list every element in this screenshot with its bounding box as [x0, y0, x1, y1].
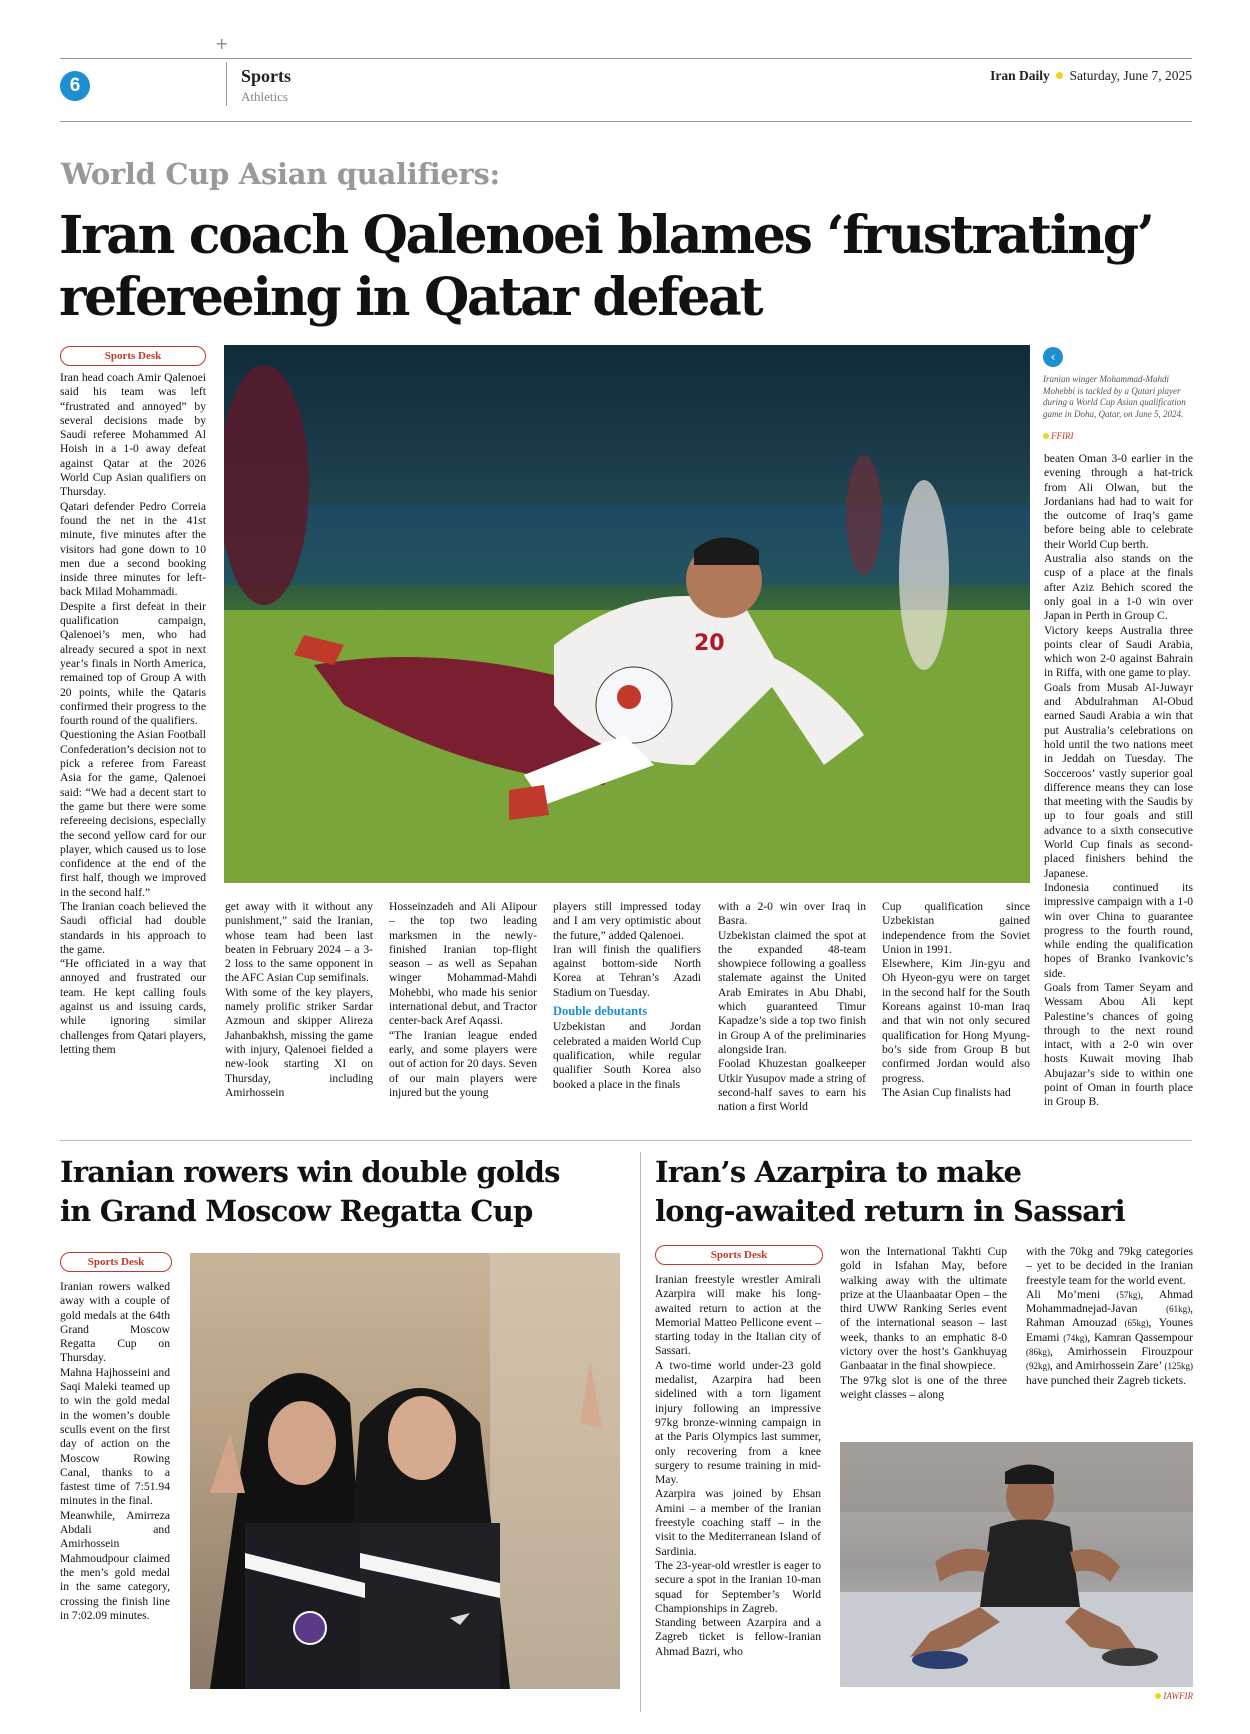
- roster-name: Younes Emami: [1026, 1316, 1193, 1344]
- paragraph: players still impressed today and I am very optimistic about the future,” added Qalenoei.: [553, 900, 701, 942]
- crop-mark: +: [215, 34, 229, 53]
- main-photo: [224, 345, 1030, 883]
- roster-weight: (65kg): [1124, 1318, 1149, 1329]
- byline-badge: Sports Desk: [655, 1245, 823, 1265]
- paragraph: won the International Takhti Cup gold in Isfahan May, before walking away with the ultimate prize at the Ulaanbaatar Open – the third UWW Ranking Series event of the international season – last week, thanks to an emphatic 8-0 victory over the host’s Gankhuyag Ganbaatar in the final showpiece.: [840, 1245, 1007, 1373]
- dot-icon: [1043, 433, 1049, 439]
- page-number-badge: 6: [60, 71, 90, 101]
- main-col-4: [553, 900, 701, 1092]
- publication-name: Iran Daily: [990, 68, 1050, 83]
- roster-name: Ali Mo’meni: [1026, 1287, 1101, 1301]
- roster-and: and: [1055, 1359, 1073, 1373]
- main-col-7: [1044, 452, 1193, 1110]
- subsection-title: Athletics: [241, 89, 288, 104]
- paragraph: With some of the key players, namely prolific striker Sardar Azmoun and skipper Alireza Jahanbakhsh, missing the game with injury, Qalenoei fielded a new-look starting XI on Thursday, including Amirhossein: [225, 985, 373, 1099]
- rowers-headline-line2: in Grand Moscow Regatta Cup: [60, 1194, 533, 1228]
- header-bottom-rule: [60, 121, 1192, 122]
- back-arrow-icon[interactable]: ‹: [1043, 347, 1063, 367]
- publication-date: Saturday, June 7, 2025: [1069, 68, 1192, 83]
- wrestler-photo-credit: [1155, 1691, 1193, 1701]
- paragraph: Victory keeps Australia three points clear of Saudi Arabia, which won 2-0 against Bahrain in Riffa, with one game to play.: [1044, 623, 1193, 680]
- photo-credit-text: IAWFIR: [1163, 1691, 1193, 1701]
- paragraph: Iran will finish the qualifiers against bottom-side North Korea at Tehran’s Azadi Stadium on Tuesday.: [553, 942, 701, 999]
- paragraph: A two-time world under-23 gold medalist, Azarpira had been sidelined with a torn ligament injury following an impressive 97kg bronze-winning campaign in at the Paris Olympics last summer, only recovering from a knee surgery to resume training in mid-May.: [655, 1358, 821, 1487]
- wrestling-col-2: [840, 1245, 1007, 1402]
- subheading: Double debutants: [553, 1004, 648, 1019]
- wrestler-photo: [840, 1442, 1193, 1687]
- paragraph: Mahna Hajhosseini and Saqi Maleki teamed up to win the gold medal in the women’s double sculls event on the first day of action on the Moscow Rowing Canal, thanks to a fastest time of 7:51.94 minutes in the final.: [60, 1365, 170, 1508]
- main-col-6: [882, 900, 1030, 1100]
- roster-weight: (86kg): [1026, 1347, 1050, 1358]
- roster-weight: (92kg): [1026, 1361, 1050, 1372]
- roster-weight: (74kg): [1063, 1332, 1088, 1343]
- header-top-rule: [60, 58, 1192, 59]
- paragraph: Uzbekistan claimed the spot at the expanded 48-team showpiece following a goalless stalemate against the United Arab Emirates in Abu Dhabi, which guaranteed Timur Kapadze’s side a top two finish in Group A of the preliminaries alongside Iran.: [718, 928, 866, 1056]
- paragraph: Uzbekistan and Jordan celebrated a maiden World Cup qualification, while regular qualifier South Korea also booked a place in the finals: [553, 1020, 701, 1091]
- roster-weight: (125kg): [1164, 1361, 1193, 1372]
- wrestling-headline-line1: Iran’s Azarpira to make: [655, 1155, 1022, 1189]
- wrestling-col-1: [655, 1273, 821, 1659]
- paragraph: Foolad Khuzestan goalkeeper Utkir Yusupov made a string of second-half saves to earn his nation a first World: [718, 1057, 866, 1114]
- rowers-illustration: [190, 1253, 620, 1689]
- byline-badge: Sports Desk: [60, 1252, 172, 1272]
- paragraph: The Asian Cup finalists had: [882, 1085, 1011, 1099]
- paragraph: with the 70kg and 79kg categories – yet to be decided in the Iranian freestyle team for the world event.: [1026, 1245, 1193, 1287]
- paragraph: Australia also stands on the cusp of a place at the finals after Aziz Behich scored the only goal in a 1-0 win over Japan in Perth in Group C.: [1044, 552, 1193, 623]
- byline-badge: Sports Desk: [60, 346, 206, 366]
- paragraph: Questioning the Asian Football Confederation’s decision not to pick a referee from Fareast Asia for the game, Qalenoei said: “We had a decent start to the game but there were some refereeing decisions, especially the second yellow card for our player, which caused us to lose confidence at the end of the first half, though we improved in the second half.”: [60, 728, 206, 899]
- roster-weight: (57kg): [1116, 1289, 1141, 1300]
- paragraph: Qatari defender Pedro Correia found the net in the 41st minute, five minutes after the visitors had gone down to 10 men due a second booking inside three minutes for left-back Milad Mohammadi.: [60, 499, 206, 599]
- roster-outro: have punched their Zagreb tickets.: [1026, 1373, 1186, 1387]
- roster-name: Amirhossein Zare’: [1075, 1359, 1162, 1373]
- roster-name: Ahmad Mohammadnejad-Javan: [1026, 1287, 1193, 1316]
- main-col-5: [718, 900, 866, 1114]
- paragraph: beaten Oman 3-0 earlier in the evening through a hat-trick from Ali Olwan, but the Jordanians had had to wait for the outcome of Iraq’s game before being able to celebrate their World Cup berth.: [1044, 452, 1193, 551]
- main-headline-line2: refereeing in Qatar defeat: [59, 267, 762, 328]
- paragraph: The 23-year-old wrestler is eager to secure a spot in the Iranian 10-man squad for September’s World Championships in Zagreb.: [655, 1558, 821, 1615]
- paragraph: Indonesia continued its impressive campaign with a 1-0 win over China to guarantee progress to the fourth round, while ending the qualification hopes of Branko Ivankovic’s side.: [1044, 880, 1193, 980]
- roster-name: Rahman Amouzad: [1026, 1316, 1117, 1330]
- paragraph: Goals from Tamer Seyam and Wessam Abou Ali kept Palestine’s chances of going through to the next round intact, with a 2-0 win over hosts Kuwait moving Ihab Abujazar’s side to within one point of Oman in fourth place in Group B.: [1044, 980, 1193, 1109]
- paragraph: Meanwhile, Amirreza Abdali and Amirhossein Mahmoudpour claimed the men’s gold medal in the same category, crossing the finish line in 7:02.09 minutes.: [60, 1508, 170, 1622]
- paragraph: Standing between Azarpira and a Zagreb ticket is fellow-Iranian Ahmad Bazri, who: [655, 1616, 821, 1658]
- main-col-3: [389, 900, 537, 1100]
- dot-icon: [1155, 1693, 1161, 1699]
- header-divider: [226, 62, 227, 106]
- paragraph: The Iranian coach believed the Saudi official had double standards in his approach to the game.: [60, 899, 206, 956]
- photo-credit-text: FFIRI: [1051, 431, 1074, 441]
- photo-caption: Iranian winger Mohammad-Mahdi Mohebbi is tackled by a Qatari player during a World Cup Asian qualification game in Doha, Qatar, on June 5, 2024.: [1043, 374, 1186, 419]
- column-divider: [640, 1152, 641, 1712]
- paragraph: get away with it without any punishment,” said the Iranian, whose team had been last beaten in February 2024 – a 3-2 loss to the same opponent in the AFC Asian Cup semifinals.: [225, 900, 373, 985]
- svg-text:20: 20: [694, 631, 725, 656]
- paragraph: Iran head coach Amir Qalenoei said his team was left “frustrated and annoyed” by several decisions made by Saudi referee Mohammed Al Hoish in a 1-0 away defeat against Qatar at the 2026 World Cup Asian qualifiers on Thursday.: [60, 371, 206, 499]
- paragraph: “He officiated in a way that annoyed and frustrated our team. He kept calling fouls against us and issuing cards, while ignoring similar challenges from Qatari players, letting them: [60, 957, 206, 1056]
- wrestling-headline-line2: long-awaited return in Sassari: [655, 1194, 1125, 1228]
- paragraph: The 97kg slot is one of the three weight classes – along: [840, 1373, 1007, 1401]
- rowers-headline-line1: Iranian rowers win double golds: [60, 1155, 560, 1189]
- section-title: Sports: [241, 66, 292, 86]
- football-action-illustration: [224, 345, 1030, 883]
- wrestler-illustration: [840, 1442, 1193, 1687]
- photo-credit: [1043, 431, 1074, 441]
- wrestling-col-3: [1026, 1245, 1193, 1388]
- paragraph: Iranian freestyle wrestler Amirali Azarpira will make his long-awaited return to action at the Memorial Matteo Pellicone event – starting today in the Italian city of Sassari.: [655, 1273, 821, 1358]
- paragraph: Despite a first defeat in their qualification campaign, Qalenoei’s men, who had already secured a spot in next year’s finals in North America, remained top of Group A with 20 points, while the Qataris confirmed their progress to the fourth round of the qualifiers.: [60, 599, 206, 728]
- roster-paragraph: Ali Mo’meni (57kg), Ahmad Mohammadnejad-Javan (61kg), Rahman Amouzad (65kg), Younes Emami (74kg), Kamran Qassempour (86kg), Amirhossein Firouzpour (92kg), and Amirhossein Zare’ (125kg) have punched their Zagreb tickets.: [1026, 1287, 1193, 1387]
- rowers-body: [60, 1280, 170, 1623]
- rowers-photo: [190, 1253, 620, 1689]
- main-col-1: [60, 371, 206, 1057]
- publication-info: [990, 68, 1192, 84]
- main-col-2: [225, 900, 373, 1100]
- dot-icon: [1056, 72, 1063, 79]
- paragraph: Iranian rowers walked away with a couple of gold medals at the 64th Grand Moscow Regatta Cup on Thursday.: [60, 1280, 170, 1365]
- section-rule: [60, 1140, 1192, 1141]
- paragraph: Goals from Musab Al-Juwayr and Abdulrahman Al-Obud earned Saudi Arabia a win that put Australia’s celebrations on hold until the two nations meet in Jeddah on Tuesday. The Socceroos’ vastly superior goal difference means they can lose that meeting with the Saudis by up to four goals and still advance to a sixth consecutive World Cup finals as second-placed finishers behind the Japanese.: [1044, 680, 1193, 880]
- roster-name: Kamran Qassempour: [1093, 1330, 1193, 1344]
- roster-weight: (61kg): [1166, 1304, 1191, 1315]
- paragraph: with a 2-0 win over Iraq in Basra.: [718, 900, 866, 928]
- main-headline-line1: Iran coach Qalenoei blames ‘frustrating’: [59, 205, 1153, 266]
- paragraph: Hosseinzadeh and Ali Alipour – the top two leading marksmen in the newly-finished Iranian top-flight season – as well as Sepahan winger Mohammad-Mahdi Mohebbi, who made his senior international debut, and Tractor center-back Aref Aqassi.: [389, 900, 537, 1028]
- main-kicker: World Cup Asian qualifiers:: [61, 157, 500, 191]
- paragraph: Cup qualification since Uzbekistan gained independence from the Soviet Union in 1991.: [882, 900, 1030, 956]
- paragraph: Elsewhere, Kim Jin-gyu and Oh Hyeon-gyu were on target in the second half for the South Koreans against 10-man Iraq and that win not only secured qualification for Hong Myung-bo’s side from Group B but confirmed Jordan would also progress.: [882, 957, 1030, 1085]
- paragraph: Azarpira was joined by Ehsan Amini – a member of the Iranian freestyle coaching staff – in the visit to the Mediterranean Island of Sardinia.: [655, 1487, 821, 1558]
- paragraph: “The Iranian league ended early, and some players were out of action for 20 days. Seven of our main players were injured but the young: [389, 1028, 537, 1099]
- roster-name: Amirhossein Firouzpour: [1067, 1345, 1193, 1359]
